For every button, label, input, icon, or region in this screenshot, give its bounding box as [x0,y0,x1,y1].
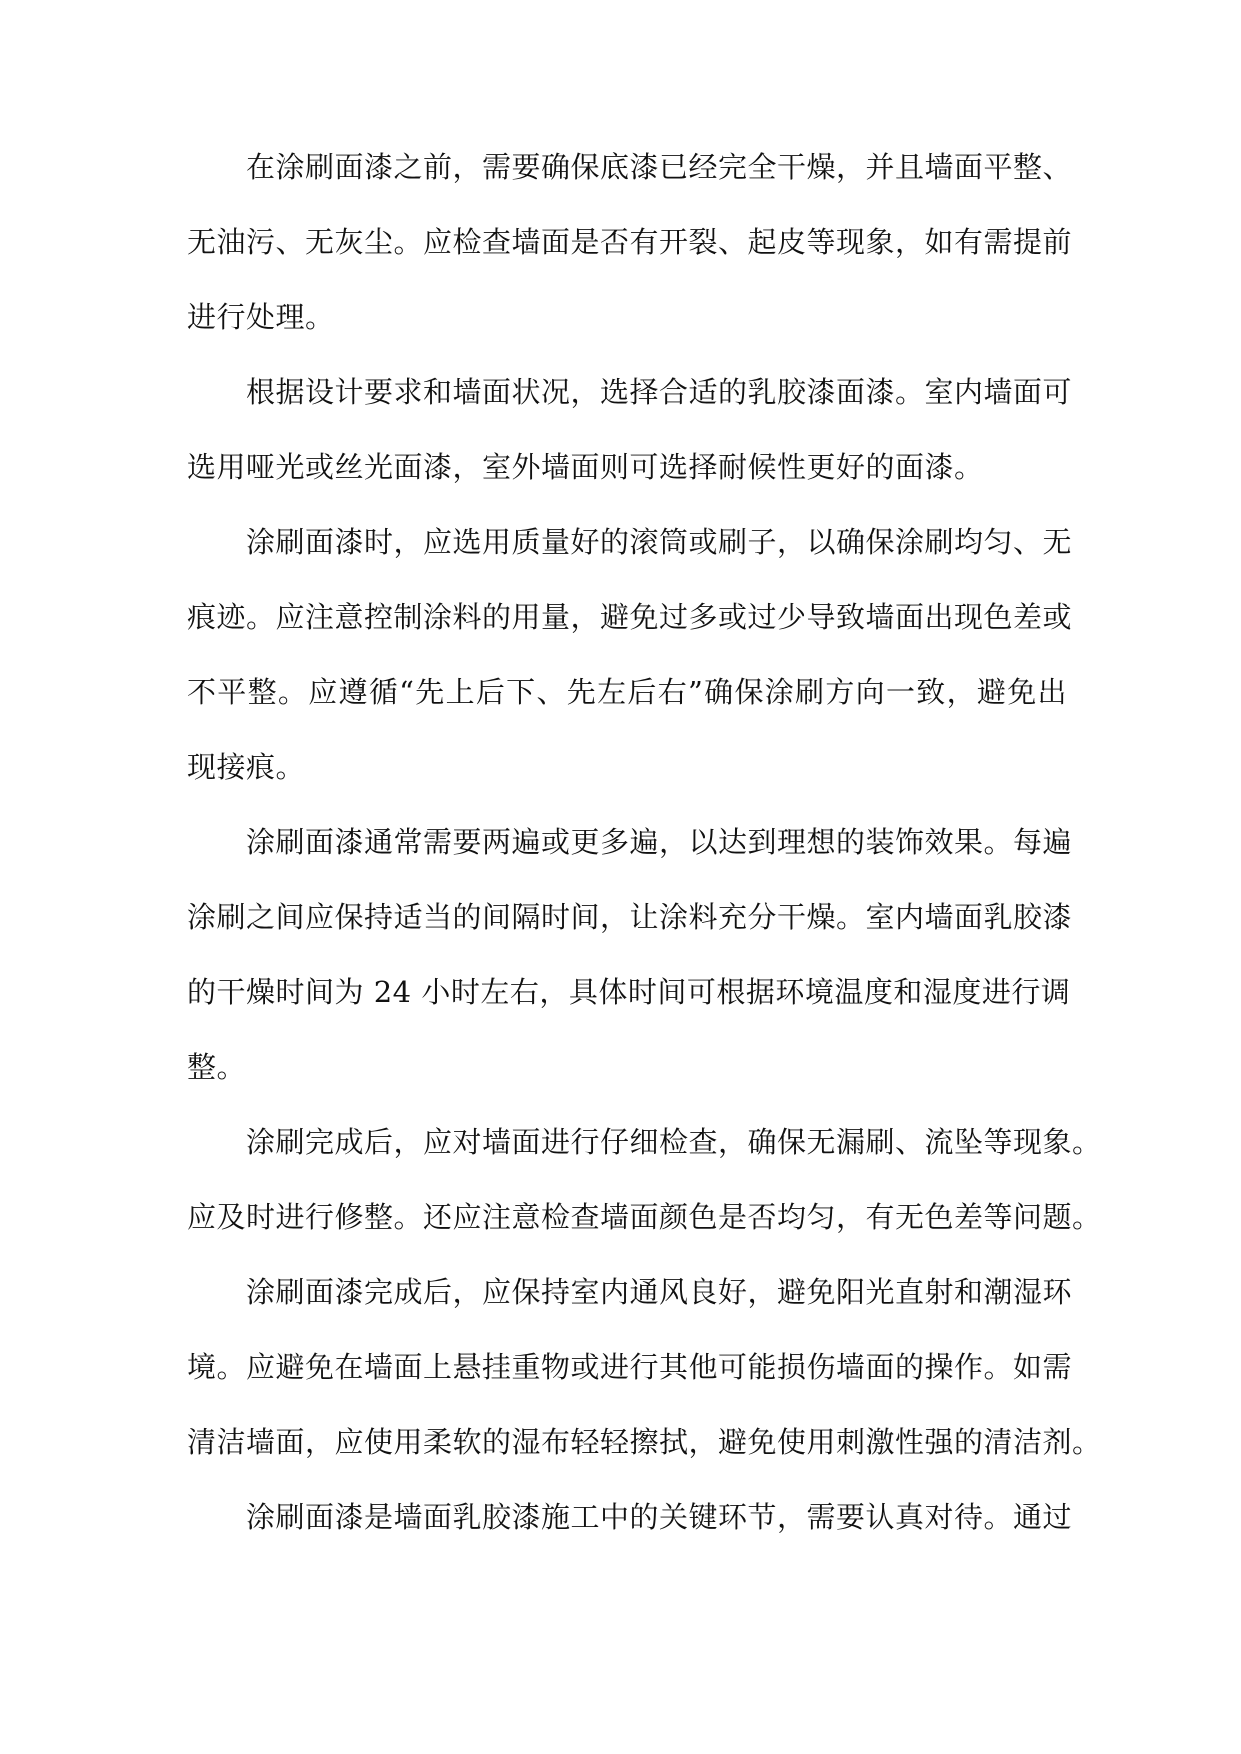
text-line: 不平整。应遵循“先上后下、先左后右”确保涂刷方向一致，避免出 [187,675,1067,709]
text-line: 涂刷之间应保持适当的间隔时间，让涂料充分干燥。室内墙面乳胶漆 [187,900,1073,934]
text-line: 痕迹。应注意控制涂料的用量，避免过多或过少导致墙面出现色差或 [187,600,1073,634]
text-line: 选用哑光或丝光面漆，室外墙面则可选择耐候性更好的面漆。 [187,450,984,484]
text-line: 现接痕。 [187,750,306,784]
text-line: 根据设计要求和墙面状况，选择合适的乳胶漆面漆。室内墙面可 [246,375,1073,409]
text-line: 涂刷面漆通常需要两遍或更多遍，以达到理想的装饰效果。每遍 [246,825,1073,859]
paragraph-inspection [187,1105,1102,1255]
text-line: 的干燥时间为 24 小时左右，具体时间可根据环境温度和湿度进行调 [187,975,1071,1009]
text-line: 进行处理。 [187,300,335,334]
text-line: 涂刷完成后，应对墙面进行仔细检查，确保无漏刷、流坠等现象。 [246,1125,1102,1159]
paragraph-application-method [187,505,1073,805]
text-line: 应及时进行修整。还应注意检查墙面颜色是否均匀，有无色差等问题。 [187,1200,1102,1234]
text-line: 无油污、无灰尘。应检查墙面是否有开裂、起皮等现象，如有需提前 [187,225,1073,259]
paragraph-surface-preparation [187,130,1073,355]
text-line: 涂刷面漆时，应选用质量好的滚筒或刷子，以确保涂刷均匀、无 [246,525,1073,559]
text-line: 涂刷面漆完成后，应保持室内通风良好，避免阳光直射和潮湿环 [246,1275,1073,1309]
text-line: 清洁墙面，应使用柔软的湿布轻轻擦拭，避免使用刺激性强的清洁剂。 [187,1425,1102,1459]
paragraph-paint-selection [187,355,1073,505]
text-line: 在涂刷面漆之前，需要确保底漆已经完全干燥，并且墙面平整、 [246,150,1073,184]
paragraph-maintenance [187,1255,1102,1480]
text-line: 涂刷面漆是墙面乳胶漆施工中的关键环节，需要认真对待。通过 [246,1500,1073,1534]
text-line: 整。 [187,1050,247,1084]
paragraph-conclusion [187,1480,1073,1555]
text-line: 境。应避免在墙面上悬挂重物或进行其他可能损伤墙面的操作。如需 [187,1350,1073,1384]
paragraph-multiple-coats [187,805,1073,1105]
body-text [187,130,1102,1555]
